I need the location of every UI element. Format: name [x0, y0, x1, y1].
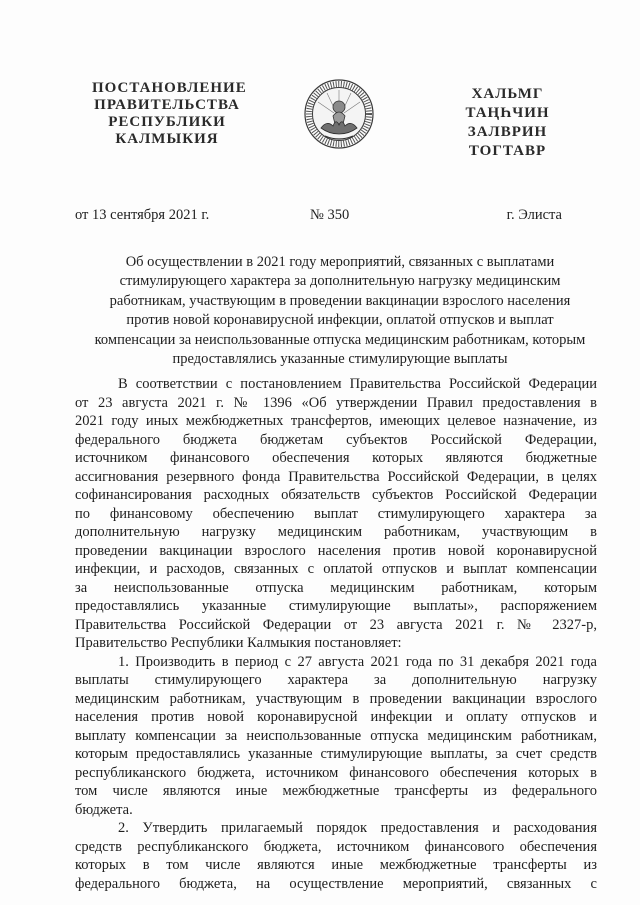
text-line: от 23 августа 2021 г. № 1396 «Об утверждении Правил предоставления в: [75, 394, 597, 411]
text-line: республиканского бюджета, источником финансового обеспечения которых в: [75, 764, 597, 781]
text-line: выплату компенсации за неиспользованные отпуска медицинским работникам,: [75, 727, 597, 744]
title-line: против новой коронавирусной инфекции, оплатой отпусков и выплат: [126, 312, 554, 329]
text-line: 2. Утвердить прилагаемый порядок предоставления и расходования: [118, 820, 597, 836]
text-line: медицинским работникам, участвующим в проведении вакцинации взрослого: [75, 690, 597, 707]
text-line: 2021 году иных межбюджетных трансфертов, имеющих целевое назначение, из: [75, 413, 597, 429]
text-line: выплаты стимулирующего характера за дополнительную нагрузку: [75, 672, 597, 688]
title-line: Об осуществлении в 2021 году мероприятий, связанных с выплатами: [125, 254, 555, 270]
issuer-line: ТОГТАВР: [468, 143, 547, 159]
document-title: [60, 253, 620, 369]
text-line: населения против новой коронавирусной инфекции и оплату отпусков и: [75, 709, 597, 725]
text-line: бюджета.: [75, 801, 133, 818]
issuer-line: ПОСТАНОВЛЕНИЕ: [92, 80, 247, 96]
title-line: работникам, участвующим в проведении вакцинации взрослого населения: [109, 292, 571, 309]
text-line: которым предоставлялись указанные стимулирующие выплаты, за счет средств: [75, 746, 597, 762]
text-line: за неиспользованные отпуска медицинским работникам, которым: [75, 579, 597, 596]
text-line: федерального бюджета, на осуществление мероприятий, связанных с: [75, 875, 597, 892]
issuer-title-kalmyk: [440, 85, 575, 161]
title-line: стимулирующего характера за дополнительную нагрузку медицинским: [119, 273, 561, 290]
issuer-line: ТАҢҺЧИН: [465, 105, 550, 121]
text-line: средств республиканского бюджета, источником финансового обеспечения: [75, 838, 597, 855]
text-line: ассигнования резервного фонда Правительства Российской Федерации, в целях: [75, 468, 597, 485]
title-line: предоставлялись указанные стимулирующие выплаты: [172, 351, 508, 368]
text-line: 1. Производить в период с 27 августа 2021 года по 31 декабря 2021 года: [118, 653, 597, 670]
clause-1-paragraph: [75, 653, 597, 820]
issuer-line: РЕСПУБЛИКИ: [108, 114, 226, 130]
text-line: дополнительную нагрузку медицинским работникам, участвующим в: [75, 524, 597, 540]
issuer-line: ПРАВИТЕЛЬСТВА: [94, 97, 240, 113]
document-number: № 350: [310, 207, 350, 223]
preamble-paragraph: [75, 375, 597, 653]
issuer-title-russian: [92, 80, 247, 148]
document-place: г. Элиста: [506, 207, 562, 223]
title-line: компенсации за неиспользованные отпуска медицинским работникам, которым: [94, 331, 586, 348]
text-line: том числе являются иные межбюджетные трансферты из федерального: [75, 783, 597, 799]
document-date: от 13 сентября 2021 г.: [75, 207, 210, 223]
document-body: [75, 375, 597, 893]
emblem-icon: [303, 78, 375, 150]
text-line: В соответствии с постановлением Правительства Российской Федерации: [118, 376, 597, 392]
text-line: инфекции, и расходов, связанных с оплатой отпусков и выплат компенсации: [75, 561, 597, 577]
text-line: федерального бюджета бюджетам субъектов Российской Федерации,: [75, 431, 597, 448]
text-line: Правительство Республики Калмыкия постановляет:: [75, 635, 402, 651]
text-line: источником финансового обеспечения которых являются бюджетные: [75, 450, 597, 466]
clause-2-paragraph: [75, 819, 597, 893]
issuer-line: ЗАЛВРИН: [467, 124, 548, 140]
text-line: которых в том числе являются иные межбюджетные трансферты из: [75, 857, 597, 873]
text-line: Правительства Российской Федерации от 23 августа 2021 г. № 2327-р,: [75, 616, 597, 633]
text-line: софинансирования расходных обязательств субъектов Российской Федерации: [75, 487, 597, 503]
issuer-line: КАЛМЫКИЯ: [115, 131, 219, 147]
text-line: проведении вакцинации взрослого населения против новой коронавирусной: [75, 542, 597, 559]
text-line: предоставлялись указанные стимулирующие выплаты», распоряжением: [75, 598, 597, 614]
text-line: по финансовому обеспечению выплат стимулирующего характера за: [75, 505, 597, 522]
issuer-line: ХАЛЬМГ: [471, 86, 544, 102]
